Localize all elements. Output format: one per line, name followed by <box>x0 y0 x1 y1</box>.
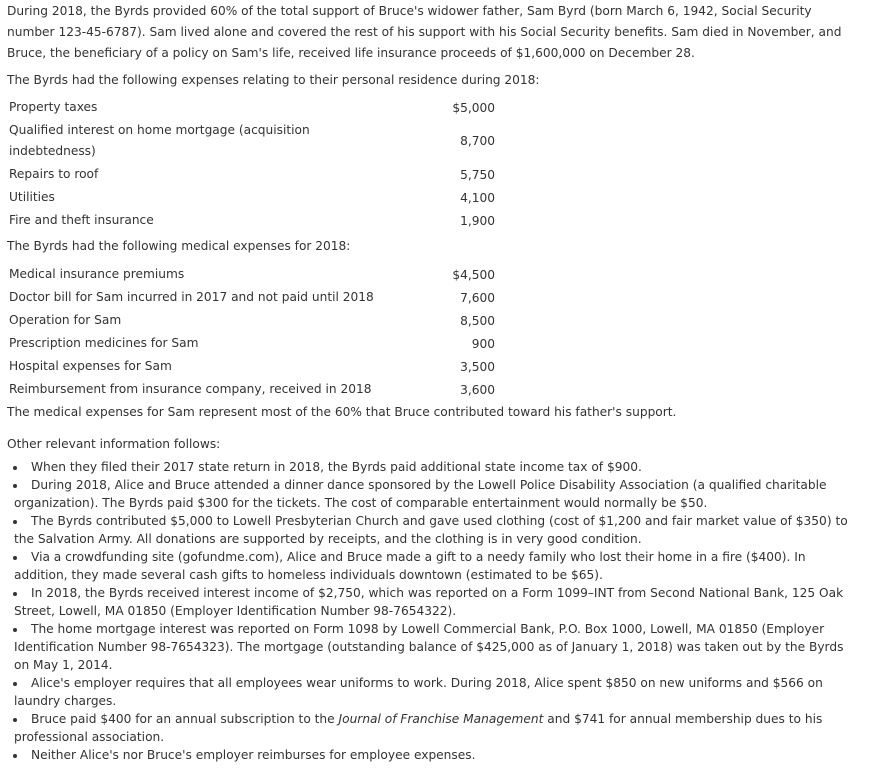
expense-amount: 5,750 <box>460 167 495 182</box>
table-row <box>9 209 495 232</box>
expense-amount: $5,000 <box>452 100 495 115</box>
expense-amount: 8,500 <box>460 313 495 328</box>
residence-expenses-lead: The Byrds had the following expenses relating to their personal residence during 2018: <box>7 73 540 87</box>
bullet-icon <box>13 520 17 524</box>
list-item: When they filed their 2017 state return in 2018, the Byrds paid additional state income tax of $900. <box>7 458 853 476</box>
list-item: The home mortgage interest was reported on Form 1098 by Lowell Commercial Bank, P.O. Box 1000, Lowell, MA 01850 (Employer Identification Number 98-7654323). The mortgage (outstanding balance of $425,000 as of January 1, 2018) was taken out by the Byrds on May 1, 2014. <box>14 622 844 672</box>
table-row <box>9 96 495 119</box>
table-row <box>9 332 495 355</box>
table-row <box>9 163 495 186</box>
table-row <box>9 119 495 163</box>
bullet-icon <box>13 484 17 488</box>
expense-amount: 900 <box>471 336 495 351</box>
residence-expenses-table <box>9 96 495 232</box>
expense-amount: 4,100 <box>460 190 495 205</box>
list-item: Bruce paid $400 for an annual subscription to the Journal of Franchise Management and $741 for annual membership dues to his professional association. <box>14 712 823 744</box>
list-item: Via a crowdfunding site (gofundme.com), Alice and Bruce made a gift to a needy family who lost their home in a fire ($400). In addition, they made several cash gifts to homeless individuals downtown (estimated to be $65). <box>14 550 806 582</box>
table-row <box>9 378 495 401</box>
table-row <box>9 309 495 332</box>
list-item: The Byrds contributed $5,000 to Lowell Presbyterian Church and gave used clothing (cost of $1,200 and fair market value of $350) to the Salvation Army. All donations are supported by receipts, and the clothing is in very good condition. <box>14 514 848 546</box>
expense-label: Property taxes <box>9 100 98 114</box>
list-item: During 2018, Alice and Bruce attended a dinner dance sponsored by the Lowell Police Disability Association (a qualified charitable organization). The Byrds paid $300 for the tickets. The cost of comparable entertainment would normally be $50. <box>14 478 827 510</box>
expense-amount: 3,500 <box>460 359 495 374</box>
bullet-icon <box>13 718 17 722</box>
table-row <box>9 286 495 309</box>
expense-label: Hospital expenses for Sam <box>9 359 172 373</box>
intro-paragraph: During 2018, the Byrds provided 60% of the total support of Bruce's widower father, Sam Byrd (born March 6, 1942, Social Security number 123-45-6787). Sam lived alone and covered the rest of his support with his Social Security benefits. Sam died in November, and Bruce, the beneficiary of a policy on Sam's life, received life insurance proceeds of $1,600,000 on December 28. <box>7 4 842 60</box>
expense-amount: 3,600 <box>460 382 495 397</box>
list-item: Alice's employer requires that all employees wear uniforms to work. During 2018, Alice spent $850 on new uniforms and $566 on laundry charges. <box>14 676 823 708</box>
expense-label: Qualified interest on home mortgage (acquisition indebtedness) <box>9 123 310 158</box>
expense-label: Utilities <box>9 190 55 204</box>
expense-label: Repairs to roof <box>9 167 99 181</box>
medical-expenses-lead: The Byrds had the following medical expenses for 2018: <box>7 239 351 253</box>
list-item: Neither Alice's nor Bruce's employer reimburses for employee expenses. <box>7 746 853 764</box>
expense-label: Reimbursement from insurance company, received in 2018 <box>9 382 372 396</box>
expense-label: Fire and theft insurance <box>9 213 154 227</box>
expense-amount: 7,600 <box>460 290 495 305</box>
table-row <box>9 186 495 209</box>
other-info-lead: Other relevant information follows: <box>7 437 221 451</box>
bullet-icon <box>13 556 17 560</box>
list-item: In 2018, the Byrds received interest income of $2,750, which was reported on a Form 1099–INT from Second National Bank, 125 Oak Street, Lowell, MA 01850 (Employer Identification Number 98-7654322). <box>14 586 844 618</box>
medical-expenses-table <box>9 263 495 401</box>
expense-amount: 1,900 <box>460 213 495 228</box>
expense-label: Medical insurance premiums <box>9 267 185 281</box>
journal-title: Journal of Franchise Management <box>338 712 544 726</box>
medical-note: The medical expenses for Sam represent most of the 60% that Bruce contributed toward his father's support. <box>7 405 677 419</box>
expense-amount: $4,500 <box>452 267 495 282</box>
bullet-icon <box>13 682 17 686</box>
bullet-icon <box>13 628 17 632</box>
table-row <box>9 263 495 286</box>
expense-label: Doctor bill for Sam incurred in 2017 and not paid until 2018 <box>9 290 374 304</box>
expense-label: Prescription medicines for Sam <box>9 336 199 350</box>
bullet-icon <box>13 592 17 596</box>
expense-label: Operation for Sam <box>9 313 122 327</box>
bullet-icon <box>13 466 17 470</box>
expense-amount: 8,700 <box>460 134 495 148</box>
other-info-list <box>7 458 853 764</box>
bullet-icon <box>13 754 17 758</box>
table-row <box>9 355 495 378</box>
